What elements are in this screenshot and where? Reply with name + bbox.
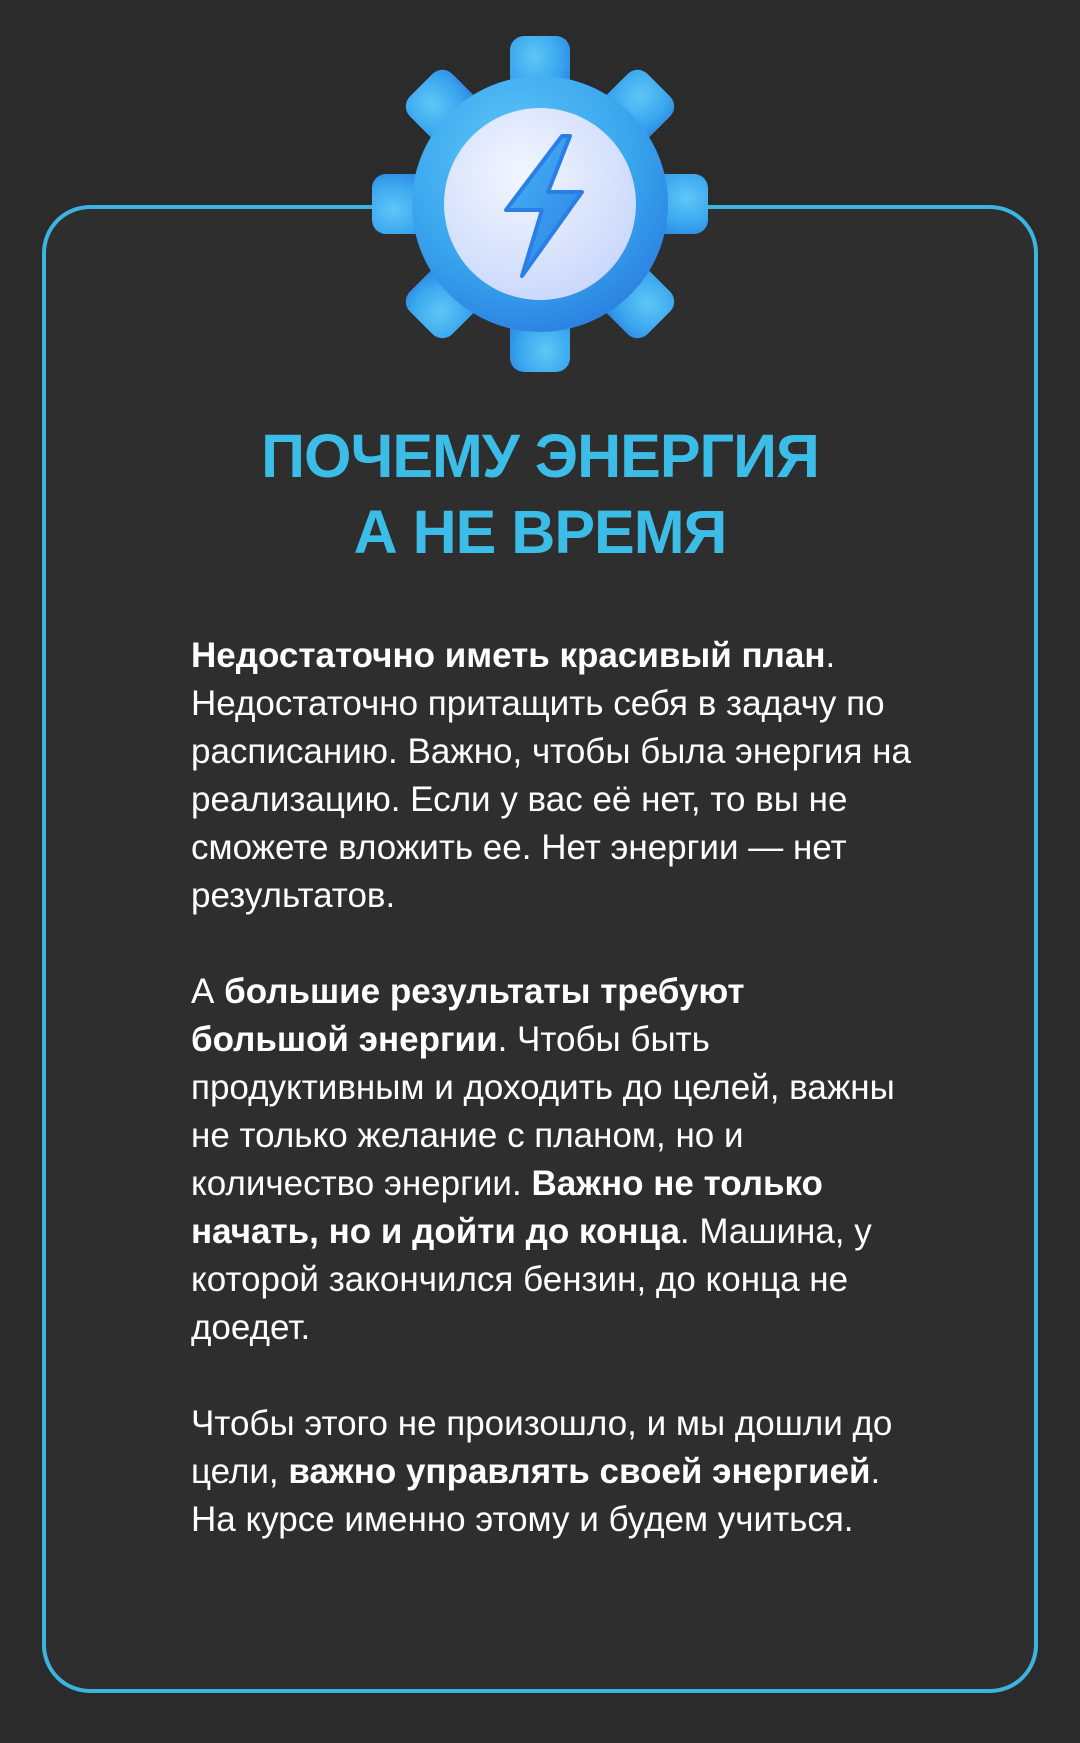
bold-text: Недостаточно иметь красивый план xyxy=(191,636,826,675)
text-span: . На курсе именно этому и будем учиться. xyxy=(191,1452,881,1539)
bold-text: важно управлять своей энергией xyxy=(288,1452,871,1491)
text-span: А xyxy=(191,972,225,1011)
text-span: . Чтобы быть продуктивным и доходить до целей, важны не только желание с планом, но и количество энергии. xyxy=(191,1020,895,1203)
title-line-2: А НЕ ВРЕМЯ xyxy=(353,498,727,566)
paragraph xyxy=(191,1400,911,1544)
paragraph xyxy=(191,968,911,1352)
gear-teeth xyxy=(372,36,708,372)
bold-text: большие результаты требуют большой энергии xyxy=(191,972,745,1059)
page-title xyxy=(0,418,1080,570)
text-span: . Машина, у которой закончился бензин, до конца не доедет. xyxy=(191,1212,872,1347)
gear-lightning-icon xyxy=(370,34,710,374)
text-span: Чтобы этого не произошло, и мы дошли до цели, xyxy=(191,1404,893,1491)
title-line-1: ПОЧЕМУ ЭНЕРГИЯ xyxy=(261,422,819,490)
text-span: . Недостаточно притащить себя в задачу по расписанию. Важно, чтобы была энергия на реализацию. Если у вас её нет, то вы не сможете вложить ее. Нет энергии — нет результатов. xyxy=(191,636,911,915)
paragraph xyxy=(191,632,911,920)
bold-text: Важно не только начать, но и дойти до конца xyxy=(191,1164,823,1251)
body-text xyxy=(191,632,911,1544)
